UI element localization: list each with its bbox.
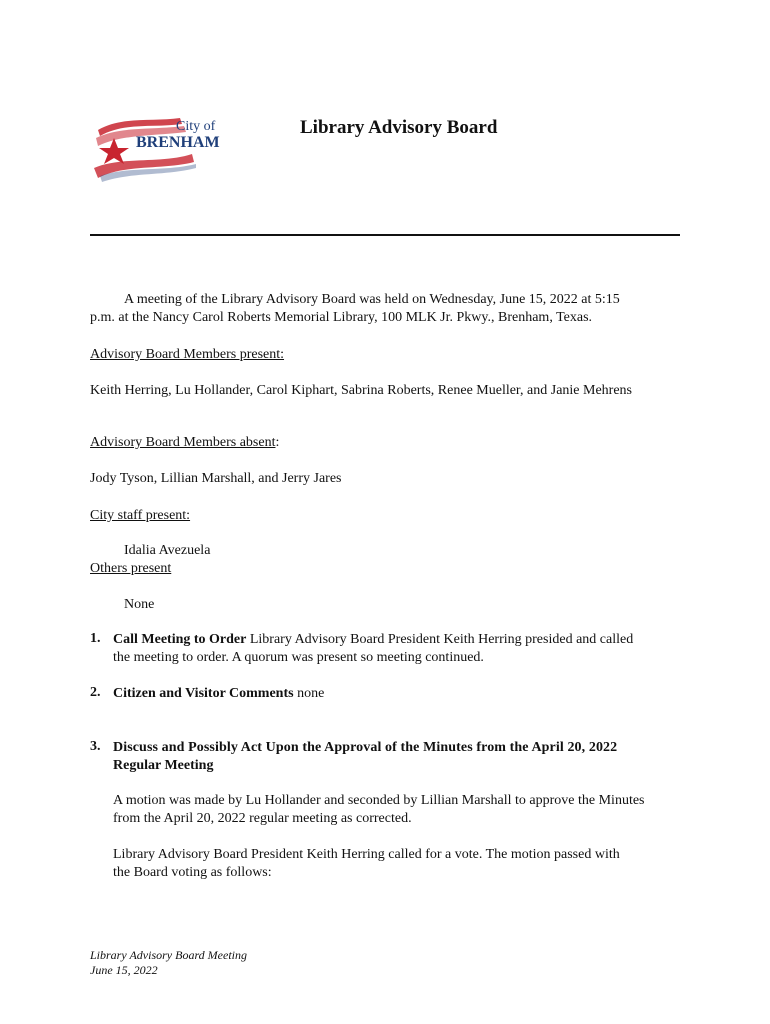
- present-heading: [90, 346, 682, 364]
- absent-heading-colon: :: [275, 435, 280, 450]
- city-of-brenham-logo: [92, 108, 226, 184]
- flag-logo-graphic: [92, 108, 226, 184]
- intro-line-2: p.m. at the Nancy Carol Roberts Memorial Library, 100 MLK Jr. Pkwy., Brenham, Texas.: [90, 310, 593, 325]
- page-footer: [90, 948, 247, 978]
- item-3-title-line-2: Regular Meeting: [113, 758, 214, 773]
- intro-line-1: A meeting of the Library Advisory Board was held on Wednesday, June 15, 2022 at 5:15: [124, 292, 620, 307]
- item-3-paragraph-1-line-1: A motion was made by Lu Hollander and seconded by Lillian Marshall to approve the Minutes: [113, 793, 645, 808]
- header-divider: [90, 234, 680, 236]
- page-title: Library Advisory Board: [300, 117, 498, 138]
- footer-line-1: Library Advisory Board Meeting: [90, 948, 247, 962]
- item-2-title: Citizen and Visitor Comments: [113, 686, 294, 701]
- absent-heading: [90, 434, 682, 452]
- present-heading-text: Advisory Board Members present:: [90, 347, 285, 362]
- item-2-line: [113, 685, 681, 703]
- staff-names: Idalia Avezuela: [124, 543, 211, 558]
- absent-heading-text: Advisory Board Members absent: [90, 435, 276, 450]
- item-1-title: Call Meeting to Order: [113, 632, 247, 647]
- item-3-title-line-1: Discuss and Possibly Act Upon the Approval of the Minutes from the April 20, 2022: [113, 740, 618, 755]
- staff-heading-text: City staff present:: [90, 508, 191, 523]
- item-2-text: none: [293, 686, 325, 701]
- item-3-paragraph-2-line-2: the Board voting as follows:: [113, 865, 272, 880]
- logo-text-brenham: BRENHAM: [136, 134, 220, 151]
- present-names: Keith Herring, Lu Hollander, Carol Kiphart, Sabrina Roberts, Renee Mueller, and Janie Mehrens: [90, 383, 633, 398]
- item-1-line-2: the meeting to order. A quorum was present so meeting continued.: [113, 650, 484, 665]
- item-1-number: 1.: [90, 631, 101, 646]
- others-names: None: [124, 597, 155, 612]
- item-1-line-1: [113, 631, 681, 649]
- item-2-number: 2.: [90, 685, 101, 700]
- logo-text-city-of: City of: [176, 119, 216, 134]
- item-1-text: Library Advisory Board President Keith Herring presided and called: [246, 632, 634, 647]
- item-3-number: 3.: [90, 739, 101, 754]
- absent-names: Jody Tyson, Lillian Marshall, and Jerry Jares: [90, 471, 342, 486]
- item-3-paragraph-2-line-1: Library Advisory Board President Keith Herring called for a vote. The motion passed with: [113, 847, 620, 862]
- others-heading-text: Others present: [90, 561, 172, 576]
- others-heading: [90, 560, 682, 578]
- staff-heading: [90, 507, 682, 525]
- item-3-paragraph-1-line-2: from the April 20, 2022 regular meeting as corrected.: [113, 811, 412, 826]
- footer-line-2: June 15, 2022: [90, 963, 158, 977]
